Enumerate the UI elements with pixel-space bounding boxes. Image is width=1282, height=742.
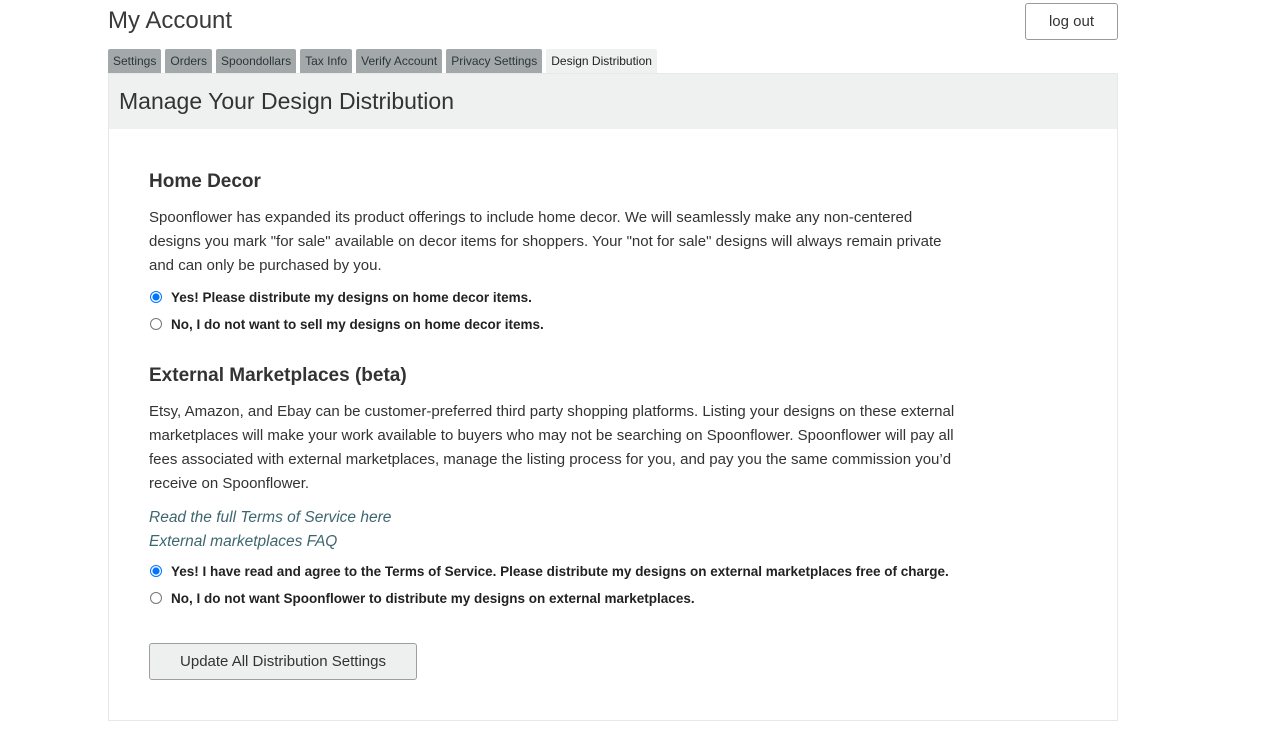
home-decor-option-yes[interactable] — [149, 287, 959, 307]
tab-design-distribution[interactable]: Design Distribution — [546, 49, 657, 73]
tab-settings[interactable]: Settings — [108, 49, 161, 73]
tab-privacy-settings[interactable]: Privacy Settings — [446, 49, 542, 73]
home-decor-yes-label[interactable]: Yes! Please distribute my designs on home decor items. — [171, 289, 532, 305]
tab-tax-info[interactable]: Tax Info — [300, 49, 352, 73]
panel-title: Manage Your Design Distribution — [119, 88, 454, 114]
external-option-yes[interactable] — [149, 561, 959, 581]
account-tabs — [108, 49, 661, 73]
terms-of-service-link[interactable]: Read the full Terms of Service here — [149, 509, 392, 526]
external-marketplaces-description: Etsy, Amazon, and Ebay can be customer-preferred third party shopping platforms. Listing your designs on these external marketplaces will make your work available to buyers who may not be searching on Spoonflower. Spoonflower will pay all fees associated with external marketplaces, manage the listing process for you, and pay you the same commission you’d receive on Spoonflower. — [149, 403, 955, 492]
home-decor-option-no[interactable] — [149, 314, 959, 334]
external-no-radio[interactable] — [150, 592, 162, 604]
external-no-label[interactable]: No, I do not want Spoonflower to distribute my designs on external marketplaces. — [171, 590, 695, 606]
update-distribution-settings-button[interactable]: Update All Distribution Settings — [149, 643, 417, 680]
home-decor-yes-radio[interactable] — [150, 291, 162, 303]
panel-header — [109, 74, 1117, 129]
external-marketplaces-faq-link[interactable]: External marketplaces FAQ — [149, 533, 338, 550]
distribution-panel — [108, 73, 1118, 721]
external-yes-radio[interactable] — [150, 565, 162, 577]
page-title: My Account — [108, 7, 233, 34]
tab-verify-account[interactable]: Verify Account — [356, 49, 442, 73]
distribution-form — [149, 170, 959, 608]
home-decor-no-label[interactable]: No, I do not want to sell my designs on home decor items. — [171, 316, 544, 332]
home-decor-no-radio[interactable] — [150, 318, 162, 330]
tab-spoondollars[interactable]: Spoondollars — [216, 49, 296, 73]
logout-button[interactable]: log out — [1025, 3, 1118, 40]
tab-orders[interactable]: Orders — [165, 49, 212, 73]
external-marketplaces-title: External Marketplaces (beta) — [149, 365, 407, 386]
external-yes-label[interactable]: Yes! I have read and agree to the Terms of Service. Please distribute my designs on external marketplaces free of charge. — [171, 563, 949, 579]
external-option-no[interactable] — [149, 588, 959, 608]
home-decor-title: Home Decor — [149, 171, 261, 192]
home-decor-description: Spoonflower has expanded its product offerings to include home decor. We will seamlessly make any non-centered designs you mark "for sale" available on decor items for shoppers. Your "not for sale" designs will always remain private and can only be purchased by you. — [149, 209, 942, 274]
